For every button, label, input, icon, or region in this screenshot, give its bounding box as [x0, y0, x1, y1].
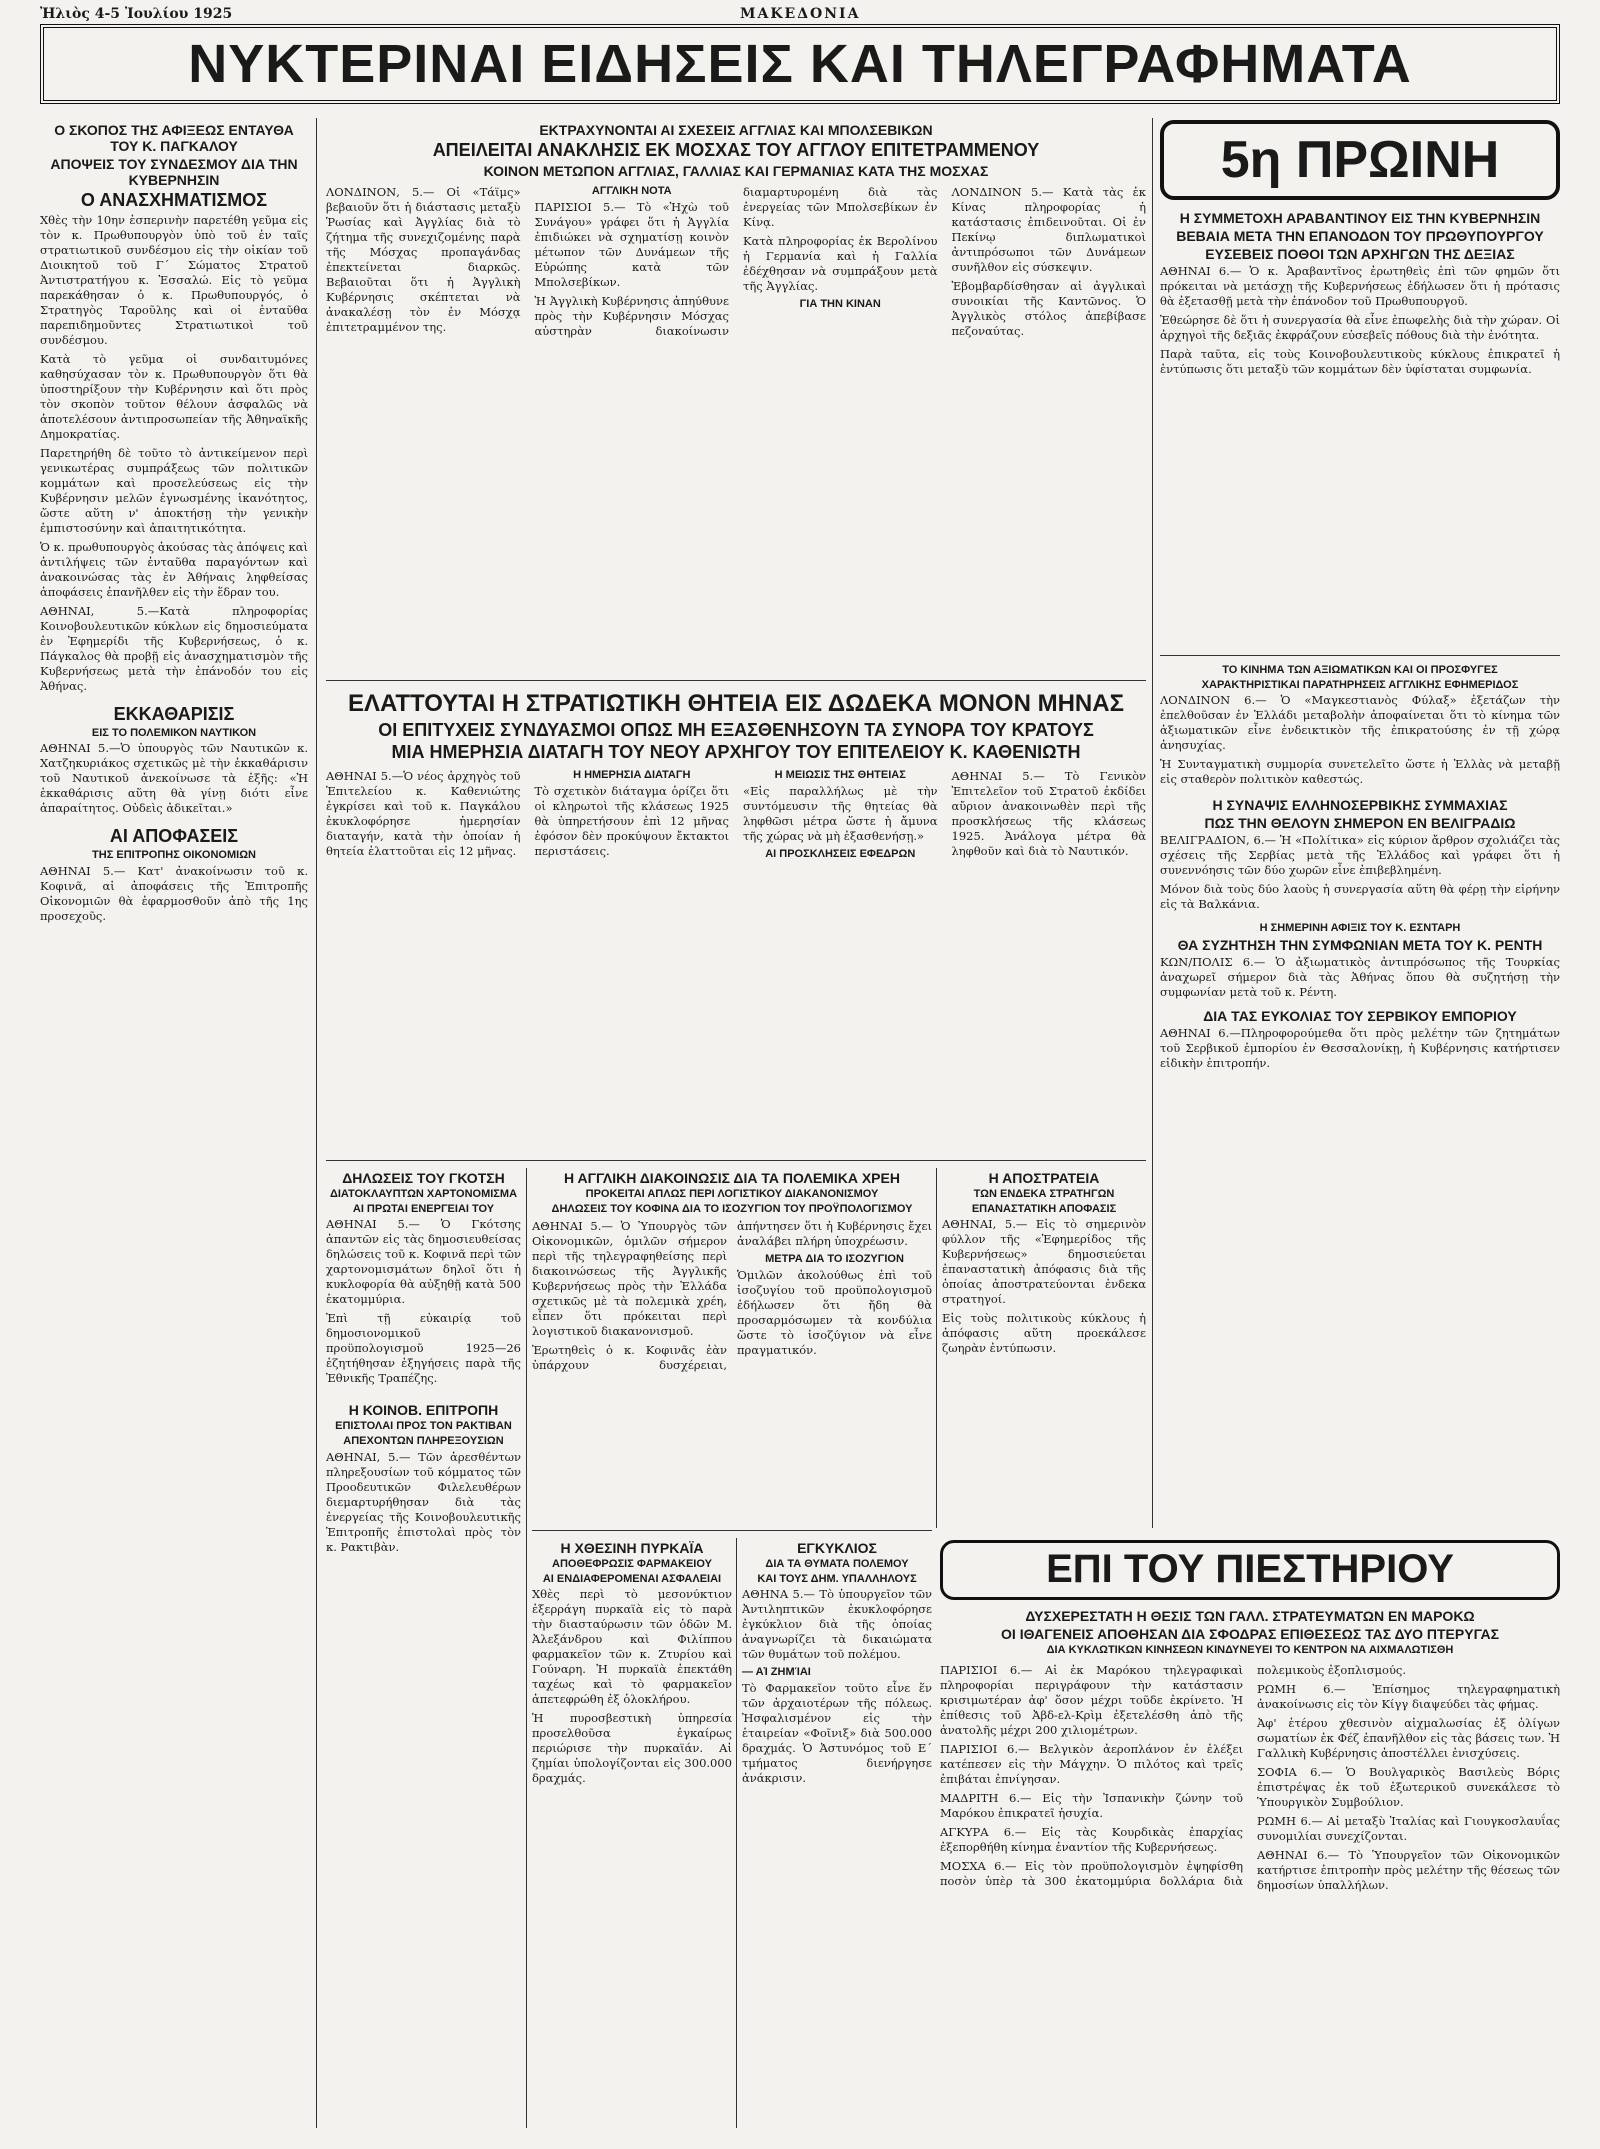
subheadline: ΠΡΟΚΕΙΤΑΙ ΑΠΛΩΣ ΠΕΡΙ ΛΟΓΙΣΤΙΚΟΥ ΔΙΑΚΑΝΟΝΙΣΜΟΥ: [585, 1188, 879, 1201]
subheadline: — ΑἹ ΖΗΜΊΑΙ: [742, 1666, 811, 1679]
issue-date: Ἠλιὸς 4-5 Ἰουλίου 1925: [40, 6, 233, 22]
article-paragraph: Ὁ κ. πρωθυπουργὸς ἀκούσας τὰς ἀπόψεις καὶ ἀντιλήψεις τῶν ἐνταῦθα παραγόντων καὶ ἀνακοινώσας τὰς ἐν Ἀθήναις ληφθείσας ἀποφάσεις ἐπανῆλθεν εἰς τὴν ἕδραν του.: [40, 540, 308, 600]
article-paragraph: ΑΘΗΝΑ 5.— Τὸ ὑπουργεῖον τῶν Ἀντιληπτικῶν ἐκυκλοφόρησε ἐγκύκλιον διὰ τῆς ὁποίας ἀναγνωρίζει τὰ δικαιώματα τῶν θυμάτων τοῦ πολέμου.: [742, 1587, 932, 1662]
press-banner: [940, 1540, 1560, 1600]
press-banner-label: ΕΠΙ ΤΟΥ ΠΙΕΣΤΗΡΙΟΥ: [1046, 1547, 1454, 1591]
subheadline: ΤΩΝ ΕΝΔΕΚΑ ΣΤΡΑΤΗΓΩΝ: [973, 1188, 1115, 1201]
subheadline: ΑΠΕΧΟΝΤΩΝ ΠΛΗΡΕΞΟΥΣΙΩΝ: [343, 1435, 504, 1448]
article-paragraph: ΛΟΝΔΙΝΟΝ 5.— Κατὰ τὰς ἐκ Κίνας πληροφορίας ἡ κατάστασις ἐπιδεινοῦται. Οἱ ἐν Πεκίνῳ διπλωματικοὶ ἀντιπρόσωποι τῶν Δυνάμεων συνῆλθον εἰς σύσκεψιν.: [951, 184, 1146, 274]
subheadline: ΕΠΑΝΑΣΤΑΤΙΚΗ ΑΠΟΦΑΣΙΣ: [971, 1202, 1117, 1215]
headline: ΑΙ ΑΠΟΦΑΣΕΙΣ: [109, 826, 239, 847]
article-paragraph: ΑΘΗΝΑΙ 6.— Ὁ κ. Ἀραβαντῖνος ἐρωτηθεὶς ἐπὶ τῶν φημῶν ὅτι πρόκειται νὰ μετάσχῃ τῆς Κυβερνήσεως ἐδήλωσεν ὅτι ἡ πρότασις θὰ ἐξετασθῇ μετὰ τὴν ἐπάνοδον τοῦ Πρωθυπουργοῦ.: [1160, 264, 1560, 309]
center-top-article: [326, 120, 1146, 680]
subheadline: ΧΑΡΑΚΤΗΡΙΣΤΙΚΑΙ ΠΑΡΑΤΗΡΗΣΕΙΣ ΑΓΓΛΙΚΗΣ ΕΦΗΜΕΡΙΔΟΣ: [1201, 678, 1519, 691]
press-articles: [940, 1606, 1560, 2134]
subheadline: ΚΟΙΝΟΝ ΜΕΤΩΠΟΝ ΑΓΓΛΙΑΣ, ΓΑΛΛΙΑΣ ΚΑΙ ΓΕΡΜΑΝΙΑΣ ΚΑΤΑ ΤΗΣ ΜΟΣΧΑΣ: [483, 162, 989, 179]
article-paragraph: ΠΑΡΙΣΙΟΙ 6.— Αἱ ἐκ Μαρόκου τηλεγραφικαὶ πληροφορίαι περιγράφουν τὴν κατάστασιν κρισιμωτέραν ἀφ' ὅσον μέχρι τοῦδε ἐκρίνετο. Ἡ ἐπίθεσις τοῦ Ἀβδ-ελ-Κρὶμ ἐξετελέσθη ἀπὸ τῆς ἀνατολῆς μέχρι 200 χιλιομέτρων.: [940, 1662, 1243, 1737]
subheadline: ΤΗΣ ΕΠΙΤΡΟΠΗΣ ΟΙΚΟΝΟΜΙΩΝ: [92, 849, 256, 862]
subheadline: ΓΙΑ ΤΗΝ ΚΙΝΑΝ: [799, 297, 881, 310]
headline: ΕΛΑΤΤΟΥΤΑΙ Η ΣΤΡΑΤΙΩΤΙΚΗ ΘΗΤΕΙΑ ΕΙΣ ΔΩΔΕΚΑ ΜΟΝΟΝ ΜΗΝΑΣ: [348, 690, 1124, 717]
headline: Η ΣΥΝΑΨΙΣ ΕΛΛΗΝΟΣΕΡΒΙΚΗΣ ΣΥΜΜΑΧΙΑΣ: [1212, 797, 1508, 814]
headline: ΔΗΛΩΣΕΙΣ ΤΟΥ ΓΚΟΤΣΗ: [342, 1170, 505, 1186]
article-paragraph: ΛΟΝΔΙΝΟΝ 6.— Ὁ «Μαγκεστιανὸς Φύλαξ» ἐξετάζων τὴν ἐπελθοῦσαν ἐν Ἑλλάδι μεταβολὴν ἀποφαίνεται ὅτι τὸ κίνημα τῶν ἀξιωματικῶν εἶνε ἐνδεικτικὸν τῆς ἐπικρατούσης ἐν τῇ χώρᾳ ἀνησυχίας.: [1160, 693, 1560, 753]
article-paragraph: ΠΑΡΙΣΙΟΙ 5.— Τὸ «Ἠχὼ τοῦ Συνάγου» γράφει ὅτι ἡ Ἀγγλία ἐπιδιώκει νὰ σχηματίσῃ κοινὸν μέτωπον τῶν Δυνάμεων τῆς Εὐρώπης κατὰ τῶν Μπολσεβίκων.: [534, 199, 729, 289]
subheadline: ΑΙ ΕΝΔΙΑΦΕΡΟΜΕΝΑΙ ΑΣΦΑΛΕΙΑΙ: [542, 1572, 722, 1585]
left-column: [40, 120, 308, 2130]
subheadline: ΕΥΣΕΒΕΙΣ ΠΟΘΟΙ ΤΩΝ ΑΡΧΗΓΩΝ ΤΗΣ ΔΕΞΙΑΣ: [1205, 246, 1515, 263]
article-paragraph: Ὁμιλῶν ἀκολούθως ἐπὶ τοῦ ἰσοζυγίου τοῦ προϋπολογισμοῦ ἐδήλωσεν ὅτι ἤδη θὰ προσαρμόσωμεν τὰ κονδύλια ὥστε τὸ ἰσοζύγιον νὰ εἶνε πραγματικόν.: [737, 1268, 932, 1358]
section-rule: [532, 1530, 932, 1531]
morning-edition-label: 5η ΠΡΩΙΝΗ: [1220, 131, 1500, 189]
subheadline: ΑΠΟΨΕΙΣ ΤΟΥ ΣΥΝΔΕΣΜΟΥ ΔΙΑ ΤΗΝ ΚΥΒΕΡΝΗΣΙΝ: [50, 156, 298, 189]
headline: ΔΥΣΧΕΡΕΣΤΑΤΗ Η ΘΕΣΙΣ ΤΩΝ ΓΑΛΛ. ΣΤΡΑΤΕΥΜΑΤΩΝ ΕΝ ΜΑΡΟΚΩ: [1025, 1608, 1475, 1624]
article-paragraph: Μόνον διὰ τοὺς δύο λαοὺς ἡ συνεργασία αὕτη θὰ φέρῃ τὴν εἰρήνην εἰς τὰ Βαλκάνια.: [1160, 882, 1560, 912]
article-generals: [942, 1168, 1146, 1528]
section-rule: [326, 1160, 1146, 1161]
subheadline: ΜΙΑ ΗΜΕΡΗΣΙΑ ΔΙΑΤΑΓΗ ΤΟΥ ΝΕΟΥ ΑΡΧΗΓΟΥ ΤΟΥ ΕΠΙΤΕΛΕΙΟΥ Κ. ΚΑΘΕΝΙΩΤΗ: [391, 742, 1081, 763]
article-paragraph: ΡΩΜΗ 6.— Αἱ μεταξὺ Ἰταλίας καὶ Γιουγκοσλαυΐας συνομιλίαι συνεχίζονται.: [1257, 1813, 1560, 1843]
article-paragraph: Χθὲς περὶ τὸ μεσονύκτιον ἐξερράγη πυρκαϊὰ εἰς τὸ παρὰ τὴν διασταύρωσιν τῶν ὁδῶν Μ. Ἀλεξάνδρου καὶ Φιλίππου φαρμακεῖον τῶν κ. Ζτυρίου καὶ Γούναρη. Ἡ πυρκαϊὰ ἐπεκτάθη ταχέως καὶ τὸ φαρμακεῖον ἀπετεφρώθη ἐξ ὁλοκλήρου.: [532, 1587, 732, 1707]
top-line: [40, 6, 1560, 24]
morning-edition-banner: [1160, 120, 1560, 200]
article-gkotsis: [326, 1168, 521, 2128]
article-paragraph: Ἐθεώρησε δὲ ὅτι ἡ συνεργασία θὰ εἶνε ἐπωφελὴς διὰ τὴν χώραν. Οἱ ἀρχηγοὶ τῆς δεξιᾶς ἐκφράζουν εὐσεβεῖς πόθους διὰ τὴν ἐνότητα.: [1160, 313, 1560, 343]
column-rule: [316, 118, 317, 2128]
center-mid-article: [326, 688, 1146, 1158]
headline: ΟΙ ΙΘΑΓΕΝΕΙΣ ΑΠΟΘΗΣΑΝ ΔΙΑ ΣΦΟΔΡΑΣ ΕΠΙΘΕΣΕΩΣ ΤΑΣ ΔΥΟ ΠΤΕΡΥΓΑΣ: [1001, 1626, 1499, 1643]
article-paragraph: ΑΘΗΝΑΙ 6.— Τὸ Ὑπουργεῖον τῶν Οἰκονομικῶν κατήρτισε ἐπιτροπὴν πρὸς μελέτην τῆς θέσεως τῶν δημοσίων ὑπαλλήλων.: [1257, 1847, 1560, 1892]
article-paragraph: ΜΑΔΡΙΤΗ 6.— Εἰς τὴν Ἰσπανικὴν ζώνην τοῦ Μαρόκου ἐπικρατεῖ ἡσυχία.: [940, 1790, 1243, 1820]
paper-name: ΜΑΚΕΔΟΝΙΑ: [740, 6, 861, 22]
article-paragraph: Εἰς τοὺς πολιτικοὺς κύκλους ἡ ἀπόφασις αὕτη προεκάλεσε ζωηρὰν ἐντύπωσιν.: [942, 1311, 1146, 1356]
section-rule: [326, 680, 1146, 681]
article-paragraph: ΚΩΝ/ΠΟΛΙΣ 6.— Ὁ ἀξιωματικὸς ἀντιπρόσωπος τῆς Τουρκίας ἀναχωρεῖ σήμερον διὰ τὰς Ἀθήνας ὅπου θὰ συζητήσῃ τὴν συμφωνίαν μετὰ τοῦ κ. Ρέντη.: [1160, 955, 1560, 1000]
subheadline: ΘΑ ΣΥΖΗΤΗΣΗ ΤΗΝ ΣΥΜΦΩΝΙΑΝ ΜΕΤΑ ΤΟΥ Κ. ΡΕΝΤΗ: [1177, 937, 1543, 954]
article-paragraph: Ἡ Συνταγματικὴ συμμορία συνετελεῖτο ὥστε ἡ Ἑλλὰς νὰ μεταβῇ εἰς σταθερὸν πολιτικὸν καθεστώς.: [1160, 757, 1560, 787]
article-paragraph: Ἡ πυροσβεστικὴ ὑπηρεσία προσελθοῦσα ἐγκαίρως περιώρισε τὴν πυρκαϊάν. Αἱ ζημίαι ὑπολογίζονται εἰς 300.000 δραχμάς.: [532, 1711, 732, 1786]
section-rule: [1160, 655, 1560, 656]
subheadline: ΑΙ ΠΡΟΣΚΛΗΣΕΙΣ ΕΦΕΔΡΩΝ: [765, 847, 916, 860]
article-paragraph: ΑΘΗΝΑΙ 5.— Τὸ Γενικὸν Ἐπιτελεῖον τοῦ Στρατοῦ ἐκδίδει αὔριον ἀνακοινωθὲν περὶ τῆς προσκλήσεως τῆς κλάσεως 1925. Ἀνάλογα μέτρα θὰ ληφθοῦν καὶ διὰ τὸ Ναυτικόν.: [951, 768, 1146, 858]
headline: ΑΠΕΙΛΕΙΤΑΙ ΑΝΑΚΛΗΣΙΣ ΕΚ ΜΟΣΧΑΣ ΤΟΥ ΑΓΓΛΟΥ ΕΠΙΤΕΤΡΑΜΜΕΝΟΥ: [432, 140, 1040, 161]
article-paragraph: ΑΘΗΝΑΙ, 5.—Κατὰ πληροφορίας Κοινοβουλευτικῶν κύκλων εἰς δημοσιεύματα ἐν Ἐφημερίδι τῆς Κυβερνήσεως, ὁ κ. Πάγκαλος θὰ προβῇ εἰς ἀνασχηματισμὸν τῆς Κυβερνήσεως μετὰ τὴν ἐπάνοδόν του εἰς Ἀθήνας.: [40, 604, 308, 694]
headline: Ο ΣΚΟΠΟΣ ΤΗΣ ΑΦΙΞΕΩΣ ΕΝΤΑΥΘΑ ΤΟΥ Κ. ΠΑΓΚΑΛΟΥ: [54, 122, 294, 155]
right-mid-articles: [1160, 662, 1560, 1528]
headline: Η ΣΥΜΜΕΤΟΧΗ ΑΡΑΒΑΝΤΙΝΟΥ ΕΙΣ ΤΗΝ ΚΥΒΕΡΝΗΣΙΝ: [1179, 210, 1541, 226]
right-top-article: [1160, 208, 1560, 648]
article-paragraph: ΑΘΗΝΑΙ 5.— Ὁ Ὑπουργὸς τῶν Οἰκονομικῶν, ὁμιλῶν σήμερον περὶ τῆς τηλεγραφηθείσης περὶ διακοινώσεως τῆς Ἀγγλικῆς Κυβερνήσεως πρὸς τὴν Ἑλλάδα σχετικῶς μὲ τὰ πολεμικὰ χρέη, εἶπεν ὅτι πρόκειται περὶ λογιστικοῦ διακανονισμοῦ.: [532, 1219, 727, 1339]
article-paragraph: Παρετηρήθη δὲ τοῦτο τὸ ἀντικείμενον περὶ γενικωτέρας συμπράξεως τῶν πολιτικῶν κομμάτων καὶ προσελεύσεως εἰς τὴν Κυβέρνησιν μελῶν ἐγνωσμένης ἱκανότητος, ὥστε αὕτη ν' ἀποκτήσῃ τὴν γενικὴν ἐμπιστοσύνην καὶ ἀπαιτητικότητα.: [40, 446, 308, 536]
subheadline: ΑΙ ΠΡΩΤΑΙ ΕΝΕΡΓΕΙΑΙ ΤΟΥ: [352, 1202, 495, 1215]
subheadline: ΒΕΒΑΙΑ ΜΕΤΑ ΤΗΝ ΕΠΑΝΟΔΟΝ ΤΟΥ ΠΡΩΘΥΠΟΥΡΓΟΥ: [1176, 228, 1544, 245]
article-paragraph: ΑΓΚΥΡΑ 6.— Εἰς τὰς Κουρδικὰς ἐπαρχίας ἐξεπορθήθη κίνημα ἐναντίον τῆς Κυβερνήσεως.: [940, 1824, 1243, 1854]
article-paragraph: ΑΘΗΝΑΙ 6.—Πληροφορούμεθα ὅτι πρὸς μελέτην τῶν ζητημάτων τοῦ Σερβικοῦ ἐμπορίου ἐν Θεσσαλονίκῃ, ἡ Κυβέρνησις κατήρτισεν εἰδικὴν ἐπιτροπήν.: [1160, 1026, 1560, 1071]
article-paragraph: ΒΕΛΙΓΡΑΔΙΟΝ, 6.— Ἡ «Πολίτικα» εἰς κύριον ἄρθρον σχολιάζει τὰς σχέσεις τῆς Σερβίας μετὰ τῆς Ἑλλάδος καὶ γράφει ὅτι ἡ συνεννόησις τῶν δύο χωρῶν εἶνε ἐπιβεβλημένη.: [1160, 833, 1560, 878]
headline: ΕΚΚΑΘΑΡΙΣΙΣ: [113, 704, 235, 725]
article-paragraph: Παρὰ ταῦτα, εἰς τοὺς Κοινοβουλευτικοὺς κύκλους ἐπικρατεῖ ἡ ἐντύπωσις ὅτι μεταξὺ τῶν κομμάτων δὲν ὑφίσταται συμφωνία.: [1160, 347, 1560, 377]
subheadline: ΕΠΙΣΤΟΛΑΙ ΠΡΟΣ ΤΟΝ ΡΑΚΤΙΒΑΝ: [335, 1420, 512, 1433]
article-paragraph: ΑΘΗΝΑΙ, 5.— Εἰς τὸ σημερινὸν φύλλον τῆς «Ἐφημερίδος τῆς Κυβερνήσεως» δημοσιεύεται ἐπαναστατικὴ ἀπόφασις διὰ τῆς ὁποίας ἀποστρατεύονται ἐνδεκα στρατηγοί.: [942, 1217, 1146, 1307]
headline: ΤΟ ΚΙΝΗΜΑ ΤΩΝ ΑΞΙΩΜΑΤΙΚΩΝ ΚΑΙ ΟΙ ΠΡΟΣΦΥΓΕΣ: [1222, 664, 1498, 676]
subheadline: ΔΙΑ ΤΑ ΘΥΜΑΤΑ ΠΟΛΕΜΟΥ: [765, 1558, 909, 1571]
subheadline: ΔΙΑ ΚΥΚΛΩΤΙΚΩΝ ΚΙΝΗΣΕΩΝ ΚΙΝΔΥΝΕΥΕΙ ΤΟ ΚΕΝΤΡΟΝ ΝΑ ΑΙΧΜΑΛΩΤΙΣΘΗ: [1046, 1644, 1454, 1657]
article-paragraph: Κατὰ τὸ γεῦμα οἱ συνδαιτυμόνες καθησύχασαν τὸν κ. Πρωθυπουργὸν ὅτι θὰ ὑποστηρίξουν τὴν Κυβέρνησιν καὶ ὅτι πρὸς τὸν σκοπὸν τοῦτον θέλουν ἀσφαλῶς νὰ ἀποτελέσουν ἀντιπροσωπείαν τῆς Ἀθηναϊκῆς Δημοκρατίας.: [40, 352, 308, 442]
article-paragraph: Χθὲς τὴν 10ην ἑσπερινὴν παρετέθη γεῦμα εἰς τὸν κ. Πρωθυπουργὸν ὑπὸ τοῦ ἐν ταῖς στρατιωτικοῦ συνδέσμου εἰς τὴν οἰκίαν τοῦ Διοικητοῦ τοῦ Γ΄ Σώματος Στρατοῦ Ἀντιστρατήγου κ. Ἐσσαλώ. Εἰς τὸ γεῦμα παρεκάθησαν ὁ κ. Πρωθυπουργός, ὁ Στρατηγὸς Ταροῦλης καὶ οἱ ἐνταῦθα παρεπιδημοῦντες Στρατιωτικοὶ τοῦ συνδέσμου.: [40, 213, 308, 348]
article-paragraph: ΜΟΣΧΑ 6.— Εἰς τὸν προϋπολογισμὸν ἐψηφίσθη ποσὸν ὑπὲρ τὰ 300 ἑκατομμύρια δολλάρια διὰ πολεμικοὺς ἐξοπλισμούς.: [940, 1662, 1407, 1888]
article-paragraph: ΠΑΡΙΣΙΟΙ 6.— Βελγικὸν ἀεροπλάνον ἐν ἐλέξει κατέπεσεν εἰς τὴν Μάγχην. Ὁ πιλότος καὶ τρεῖς ἐπιβάται ἐπνίγησαν.: [940, 1741, 1243, 1786]
headline: Η ΧΘΕΣΙΝΗ ΠΥΡΚΑΪΑ: [560, 1540, 704, 1556]
column-rule: [736, 1538, 737, 2128]
subheadline: ΑΓΓΛΙΚΗ ΝΟΤΑ: [591, 184, 672, 197]
article-paragraph: «Εἰς παραλλήλως μὲ τὴν συντόμευσιν τῆς θητείας θὰ ληφθῶσι μέτρα ὥστε ἡ ἄμυνα τῆς χώρας νὰ μὴ ἐξασθενήσῃ.»: [743, 783, 938, 843]
article-paragraph: Ἐβομβαρδίσθησαν αἱ ἀγγλικαὶ συνοικίαι τῆς Καντῶνος. Ὁ Ἀγγλικὸς στόλος ἀπεβίβασε πεζοναύτας.: [951, 278, 1146, 338]
subheadline: ΔΙΑΤΟΚΛΑΥΠΤΩΝ ΧΑΡΤΟΝΟΜΙΣΜΑ: [329, 1188, 518, 1201]
article-paragraph: Ἐρωτηθεὶς ὁ κ. Κοφινᾶς ἐὰν ὑπάρχουν δυσχέρειαι, ἀπήντησεν ὅτι ἡ Κυβέρνησις ἔχει ἀναλάβει πλήρη ὑποχρέωσιν.: [532, 1219, 932, 1373]
headline: Η ΣΗΜΕΡΙΝΗ ΑΦΙΞΙΣ ΤΟΥ Κ. ΕΣΝΤΑΡΗ: [1259, 922, 1461, 935]
headline: ΕΓΚΥΚΛΙΟΣ: [797, 1540, 877, 1556]
subheadline: ΔΗΛΩΣΕΙΣ ΤΟΥ ΚΟΦΙΝΑ ΔΙΑ ΤΟ ΙΣΟΖΥΓΙΟΝ ΤΟΥ ΠΡΟΫΠΟΛΟΓΙΣΜΟΥ: [551, 1202, 913, 1215]
subheadline: ΜΕΤΡΑ ΔΙΑ ΤΟ ΙΣΟΖΥΓΙΟΝ: [765, 1253, 904, 1266]
article-paragraph: ΡΩΜΗ 6.— Ἐπίσημος τηλεγραφηματικὴ ἀνακοίνωσις εἰς τὸν Κίγγ διαψεύδει τὰς φήμας.: [1257, 1681, 1560, 1711]
article-paragraph: ΑΘΗΝΑΙ 5.— Ὁ Γκότσης ἀπαντῶν εἰς τὰς δημοσιευθείσας δηλώσεις τοῦ κ. Κοφινᾶ περὶ τῶν χαρτονομισμάτων δηλοῖ ὅτι ἡ κυκλοφορία θὰ αὐξηθῇ κατὰ 500 ἑκατομμύρια.: [326, 1217, 521, 1307]
headline: Η ΑΓΓΛΙΚΗ ΔΙΑΚΟΙΝΩΣΙΣ ΔΙΑ ΤΑ ΠΟΛΕΜΙΚΑ ΧΡΕΗ: [564, 1170, 900, 1186]
subheadline: Η ΜΕΙΩΣΙΣ ΤΗΣ ΘΗΤΕΙΑΣ: [774, 768, 906, 781]
article-paragraph: ΑΘΗΝΑΙ 5.—Ὁ νέος ἀρχηγὸς τοῦ Ἐπιτελείου κ. Καθενιώτης ἐγκρίσει καὶ τοῦ κ. Παγκάλου ἐκυκλοφόρησε ἡμερησίαν διαταγήν, κατὰ τὴν ὁποίαν ἡ θητεία ἐλαττοῦται εἰς 12 μῆνας.: [326, 768, 521, 858]
masthead: ΝΥΚΤΕΡΙΝΑΙ ΕΙΔΗΣΕΙΣ ΚΑΙ ΤΗΛΕΓΡΑΦΗΜΑΤΑ: [40, 24, 1560, 104]
column-rule: [526, 1168, 527, 2128]
article-paragraph: ΣΟΦΙΑ 6.— Ὁ Βουλγαρικὸς Βασιλεὺς Βόρις ἐπιστρέψας ἐκ τοῦ ἐξωτερικοῦ συνεκάλεσε τὸ Ὑπουργικὸν Συμβούλιον.: [1257, 1764, 1560, 1809]
headline: Η ΚΟΙΝΟΒ. ΕΠΙΤΡΟΠΗ: [348, 1402, 499, 1419]
subheadline: ΕΙΣ ΤΟ ΠΟΛΕΜΙΚΟΝ ΝΑΥΤΙΚΟΝ: [91, 726, 257, 739]
subheadline: Η ΗΜΕΡΗΣΙΑ ΔΙΑΤΑΓΗ: [573, 768, 691, 781]
subheadline: ΠΩΣ ΤΗΝ ΘΕΛΟΥΝ ΣΗΜΕΡΟΝ ΕΝ ΒΕΛΙΓΡΑΔΙΩ: [1204, 815, 1516, 832]
subheadline: ΑΠΟΘΕΦΡΩΣΙΣ ΦΑΡΜΑΚΕΙΟΥ: [552, 1558, 712, 1571]
article-paragraph: Τὸ σχετικὸν διάταγμα ὁρίζει ὅτι οἱ κληρωτοὶ τῆς κλάσεως 1925 θὰ ὑπηρετήσουν ἐπὶ 12 μῆνας ἐφόσον δὲν προκύψουν ἔκτακτοι περιστάσεις.: [534, 783, 729, 858]
article-paragraph: Ἐπὶ τῇ εὐκαιρίᾳ τοῦ δημοσιονομικοῦ προϋπολογισμοῦ 1925—26 ἐζητήθησαν ἐξηγήσεις παρὰ τῆς Ἐθνικῆς Τραπέζης.: [326, 1311, 521, 1386]
subheadline: ΚΑΙ ΤΟΥΣ ΔΗΜ. ΥΠΑΛΛΗΛΟΥΣ: [757, 1572, 917, 1585]
subheadline: Ο ΑΝΑΣΧΗΜΑΤΙΣΜΟΣ: [80, 190, 268, 211]
article-paragraph: Ἀφ' ἑτέρου χθεσινὸν αἰχμαλωσίας ἐξ ὀλίγων σωματίων ἐκ Φέζ ἐπανῆλθον εἰς τὰς βάσεις των. Ἡ Γαλλικὴ Κυβέρνησις ἀποστέλλει ἐνισχύσεις.: [1257, 1715, 1560, 1760]
article-paragraph: ΑΘΗΝΑΙ 5.—Ὁ ὑπουργὸς τῶν Ναυτικῶν κ. Χατζηκυριάκος σχετικῶς μὲ τὴν ἐκκαθάρισιν τοῦ Ναυτικοῦ ἀνεκοίνωσε τὰ ἑξῆς: «Ἡ ἐκκαθάρισις αὕτη θὰ γίνῃ διότι εἶνε ἀπαραίτητος. Οὐδεὶς ἀδικεῖται.»: [40, 741, 308, 816]
article-war-debts: [532, 1168, 932, 1528]
article-circular: [742, 1538, 932, 2128]
article-paragraph: ΑΘΗΝΑΙ, 5.— Τῶν ἀρεσθέντων πληρεξουσίων τοῦ κόμματος τῶν Προοδευτικῶν Φιλελευθέρων διεμαρτυρήθησαν διὰ τὰς ἐνεργείας τῆς Κοινοβουλευτικῆς Ἐπιτροπῆς ἐπιστολαὶ πρὸς τὸν κ. Ρακτιβὰν.: [326, 1449, 521, 1554]
article-paragraph: Τὸ Φαρμακεῖον τοῦτο εἶνε ἕν τῶν ἀρχαιοτέρων τῆς πόλεως. Ἠσφαλισμένον εἰς τὴν ἑταιρείαν «Φοῖνιξ» διὰ 500.000 δραχμάς. Ὁ Ἀστυνόμος τοῦ Ε΄ τμήματος διενήργησε ἀνάκρισιν.: [742, 1681, 932, 1786]
article-paragraph: Κατὰ πληροφορίας ἐκ Βερολίνου ἡ Γερμανία καὶ ἡ Γαλλία ἐδέχθησαν νὰ συμπράξουν μετὰ τῆς Ἀγγλίας.: [743, 233, 938, 293]
headline: ΕΚΤΡΑΧΥΝΟΝΤΑΙ ΑΙ ΣΧΕΣΕΙΣ ΑΓΓΛΙΑΣ ΚΑΙ ΜΠΟΛΣΕΒΙΚΩΝ: [539, 122, 933, 138]
article-paragraph: ΑΘΗΝΑΙ 5.— Κατ' ἀνακοίνωσιν τοῦ κ. Κοφινᾶ, αἱ ἀποφάσεις τῆς Ἐπιτροπῆς Οἰκονομιῶν θὰ ἐφαρμοσθοῦν ἀπὸ τῆς 1ης προσεχοῦς.: [40, 863, 308, 923]
article-paragraph: ΛΟΝΔΙΝΟΝ, 5.— Οἱ «Τάϊμς» βεβαιοῦν ὅτι ἡ διάστασις μεταξὺ Ῥωσίας καὶ Ἀγγλίας διὰ τὸ ζήτημα τῆς συνεχιζομένης παρὰ τῆς Μόσχας προπαγάνδας ἐπεκτείνεται διαρκῶς. Βεβαιοῦται ὅτι ἡ Ἀγγλικὴ Κυβέρνησις σκέπτεται νὰ ἀνακαλέσῃ τὸν ἐν Μόσχᾳ ἐπιτετραμμένον της.: [326, 184, 521, 334]
article-paragraph: Ἡ Ἀγγλικὴ Κυβέρνησις ἀπηύθυνε πρὸς τὴν Κυβέρνησιν Μόσχας αὐστηρὰν διακοίνωσιν διαμαρτυρομένη διὰ τὰς ἐνεργείας τῶν Μπολσεβίκων ἐν Κίνᾳ.: [534, 184, 938, 338]
column-rule: [936, 1168, 937, 1528]
column-rule: [1152, 118, 1153, 1528]
headline: ΟΙ ΕΠΙΤΥΧΕΙΣ ΣΥΝΔΥΑΣΜΟΙ ΟΠΩΣ ΜΗ ΕΞΑΣΘΕΝΗΣΟΥΝ ΤΑ ΣΥΝΟΡΑ ΤΟΥ ΚΡΑΤΟΥΣ: [378, 719, 1094, 740]
article-fire: [532, 1538, 732, 2128]
headline: ΔΙΑ ΤΑΣ ΕΥΚΟΛΙΑΣ ΤΟΥ ΣΕΡΒΙΚΟΥ ΕΜΠΟΡΙΟΥ: [1203, 1008, 1517, 1025]
headline: Η ΑΠΟΣΤΡΑΤΕΙΑ: [988, 1170, 1100, 1186]
